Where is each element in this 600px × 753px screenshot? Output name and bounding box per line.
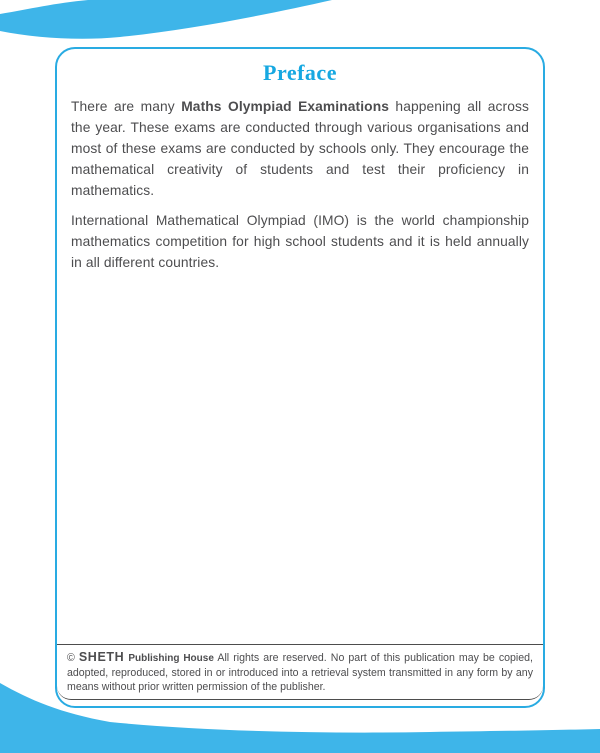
- preface-paragraph-2: International Mathematical Olympiad (IMO) is the world championship mathematics competition for high school students and it is held annually in all different countries.: [71, 213, 529, 270]
- top-wave-shape: [0, 0, 332, 39]
- preface-paragraph-1: There are many Maths Olympiad Examinations happening all across the year. These exams are conducted through various organisations and most of these exams are conducted by schools only. They encourage the mathematical creativity of students and test their proficiency in mathematics.: [71, 99, 529, 198]
- page-title: Preface: [263, 60, 337, 85]
- preface-body: [57, 86, 543, 273]
- copyright-text: © SHETH Publishing House All rights are reserved. No part of this publication may be copied, adopted, reproduced, stored in or introduced into a retrieval system transmitted in any form by any means without prior written permission of the publisher.: [67, 650, 533, 693]
- copyright-strip: [57, 644, 543, 700]
- content-panel: [55, 47, 545, 708]
